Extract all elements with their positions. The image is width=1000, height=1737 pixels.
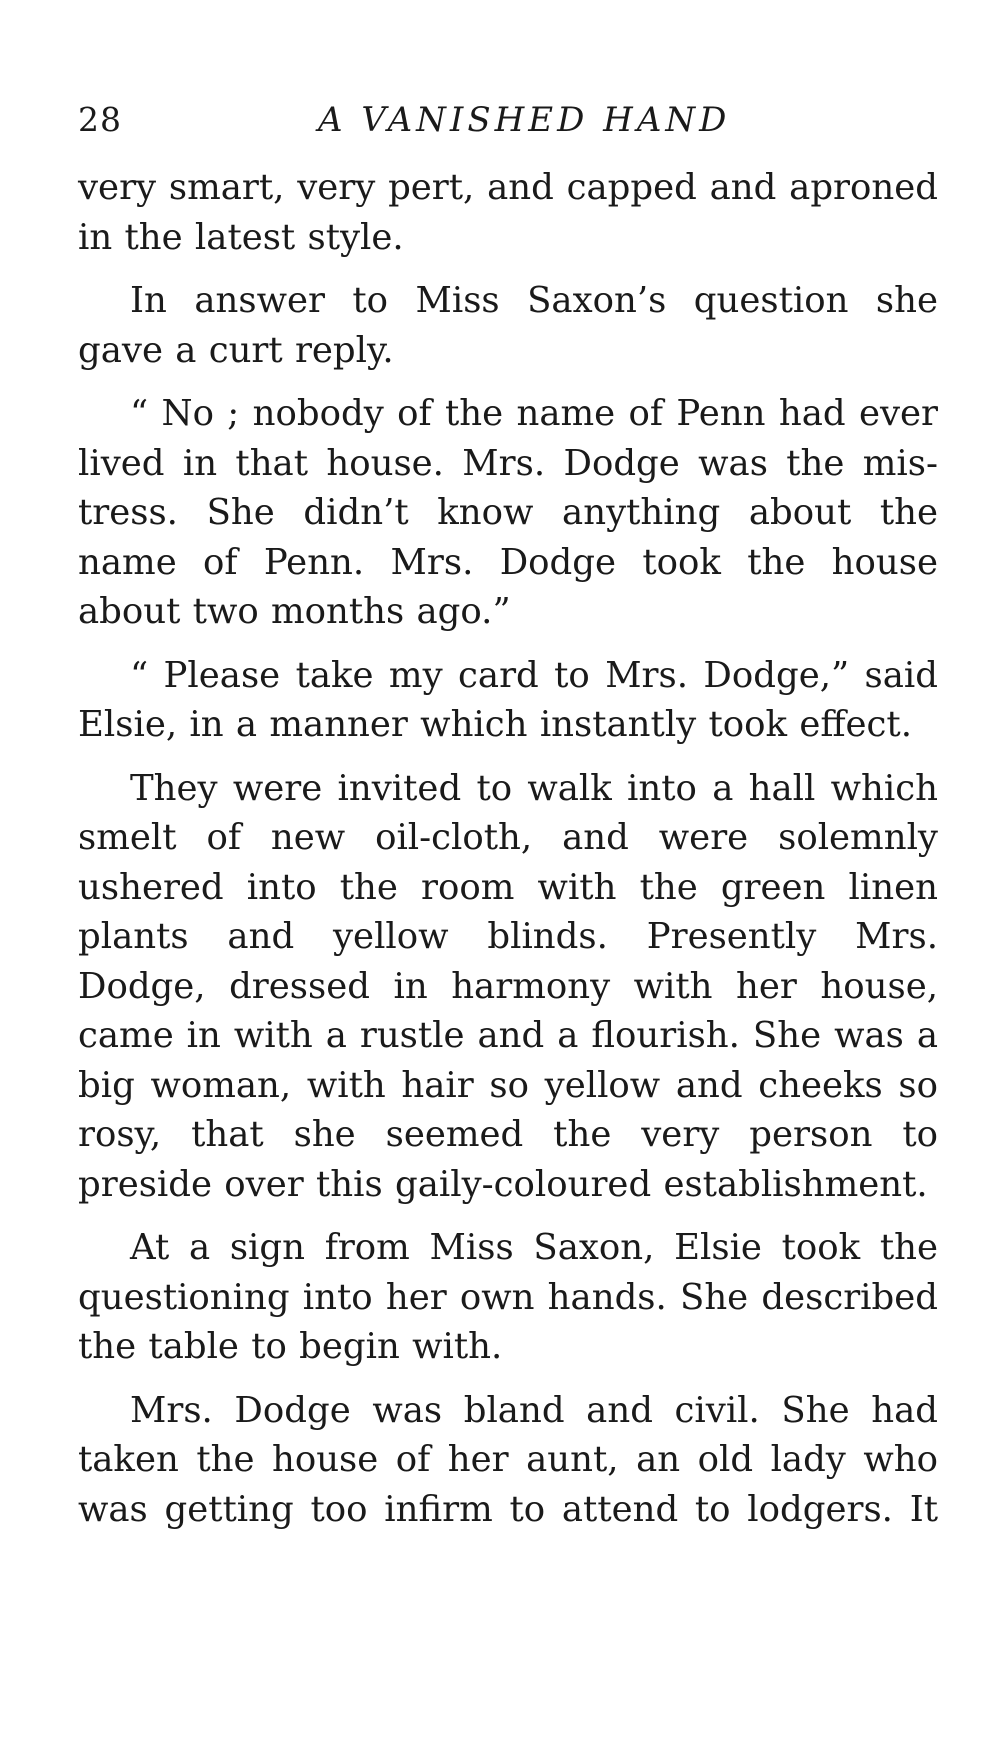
body-text — [78, 163, 938, 1548]
paragraph-continuation: very smart, very pert, and capped and aproned in the latest style. — [78, 167, 938, 258]
paragraph-dialogue: “ No ; nobody of the name of Penn had ever lived in that house. Mrs. Dodge was the mis-tress. She didn’t know anything about the name of Penn. Mrs. Dodge took the house about two months ago.” — [78, 393, 938, 632]
page-number: 28 — [78, 100, 122, 139]
running-title: A VANISHED HAND — [318, 100, 731, 140]
paragraph: They were invited to walk into a hall which smelt of new oil-cloth, and were solemnly ushered into the room with the green linen plants and yellow blinds. Presently Mrs. Dodge, dressed in harmony with her house, came in with a rustle and a flourish. She was a big woman, with hair so yellow and cheeks so rosy, that she seemed the very person to preside over this gaily-coloured establishment. — [78, 767, 938, 1205]
paragraph-dialogue: “ Please take my card to Mrs. Dodge,” said Elsie, in a manner which instantly took effect. — [78, 654, 938, 745]
paragraph: In answer to Miss Saxon’s question she gave a curt reply. — [78, 280, 938, 371]
running-head — [78, 100, 938, 150]
paragraph-continues: Mrs. Dodge was bland and civil. She had taken the house of her aunt, an old lady who was getting too infirm to attend to lodgers. It — [78, 1389, 938, 1530]
paragraph: At a sign from Miss Saxon, Elsie took the questioning into her own hands. She described the table to begin with. — [78, 1227, 938, 1367]
